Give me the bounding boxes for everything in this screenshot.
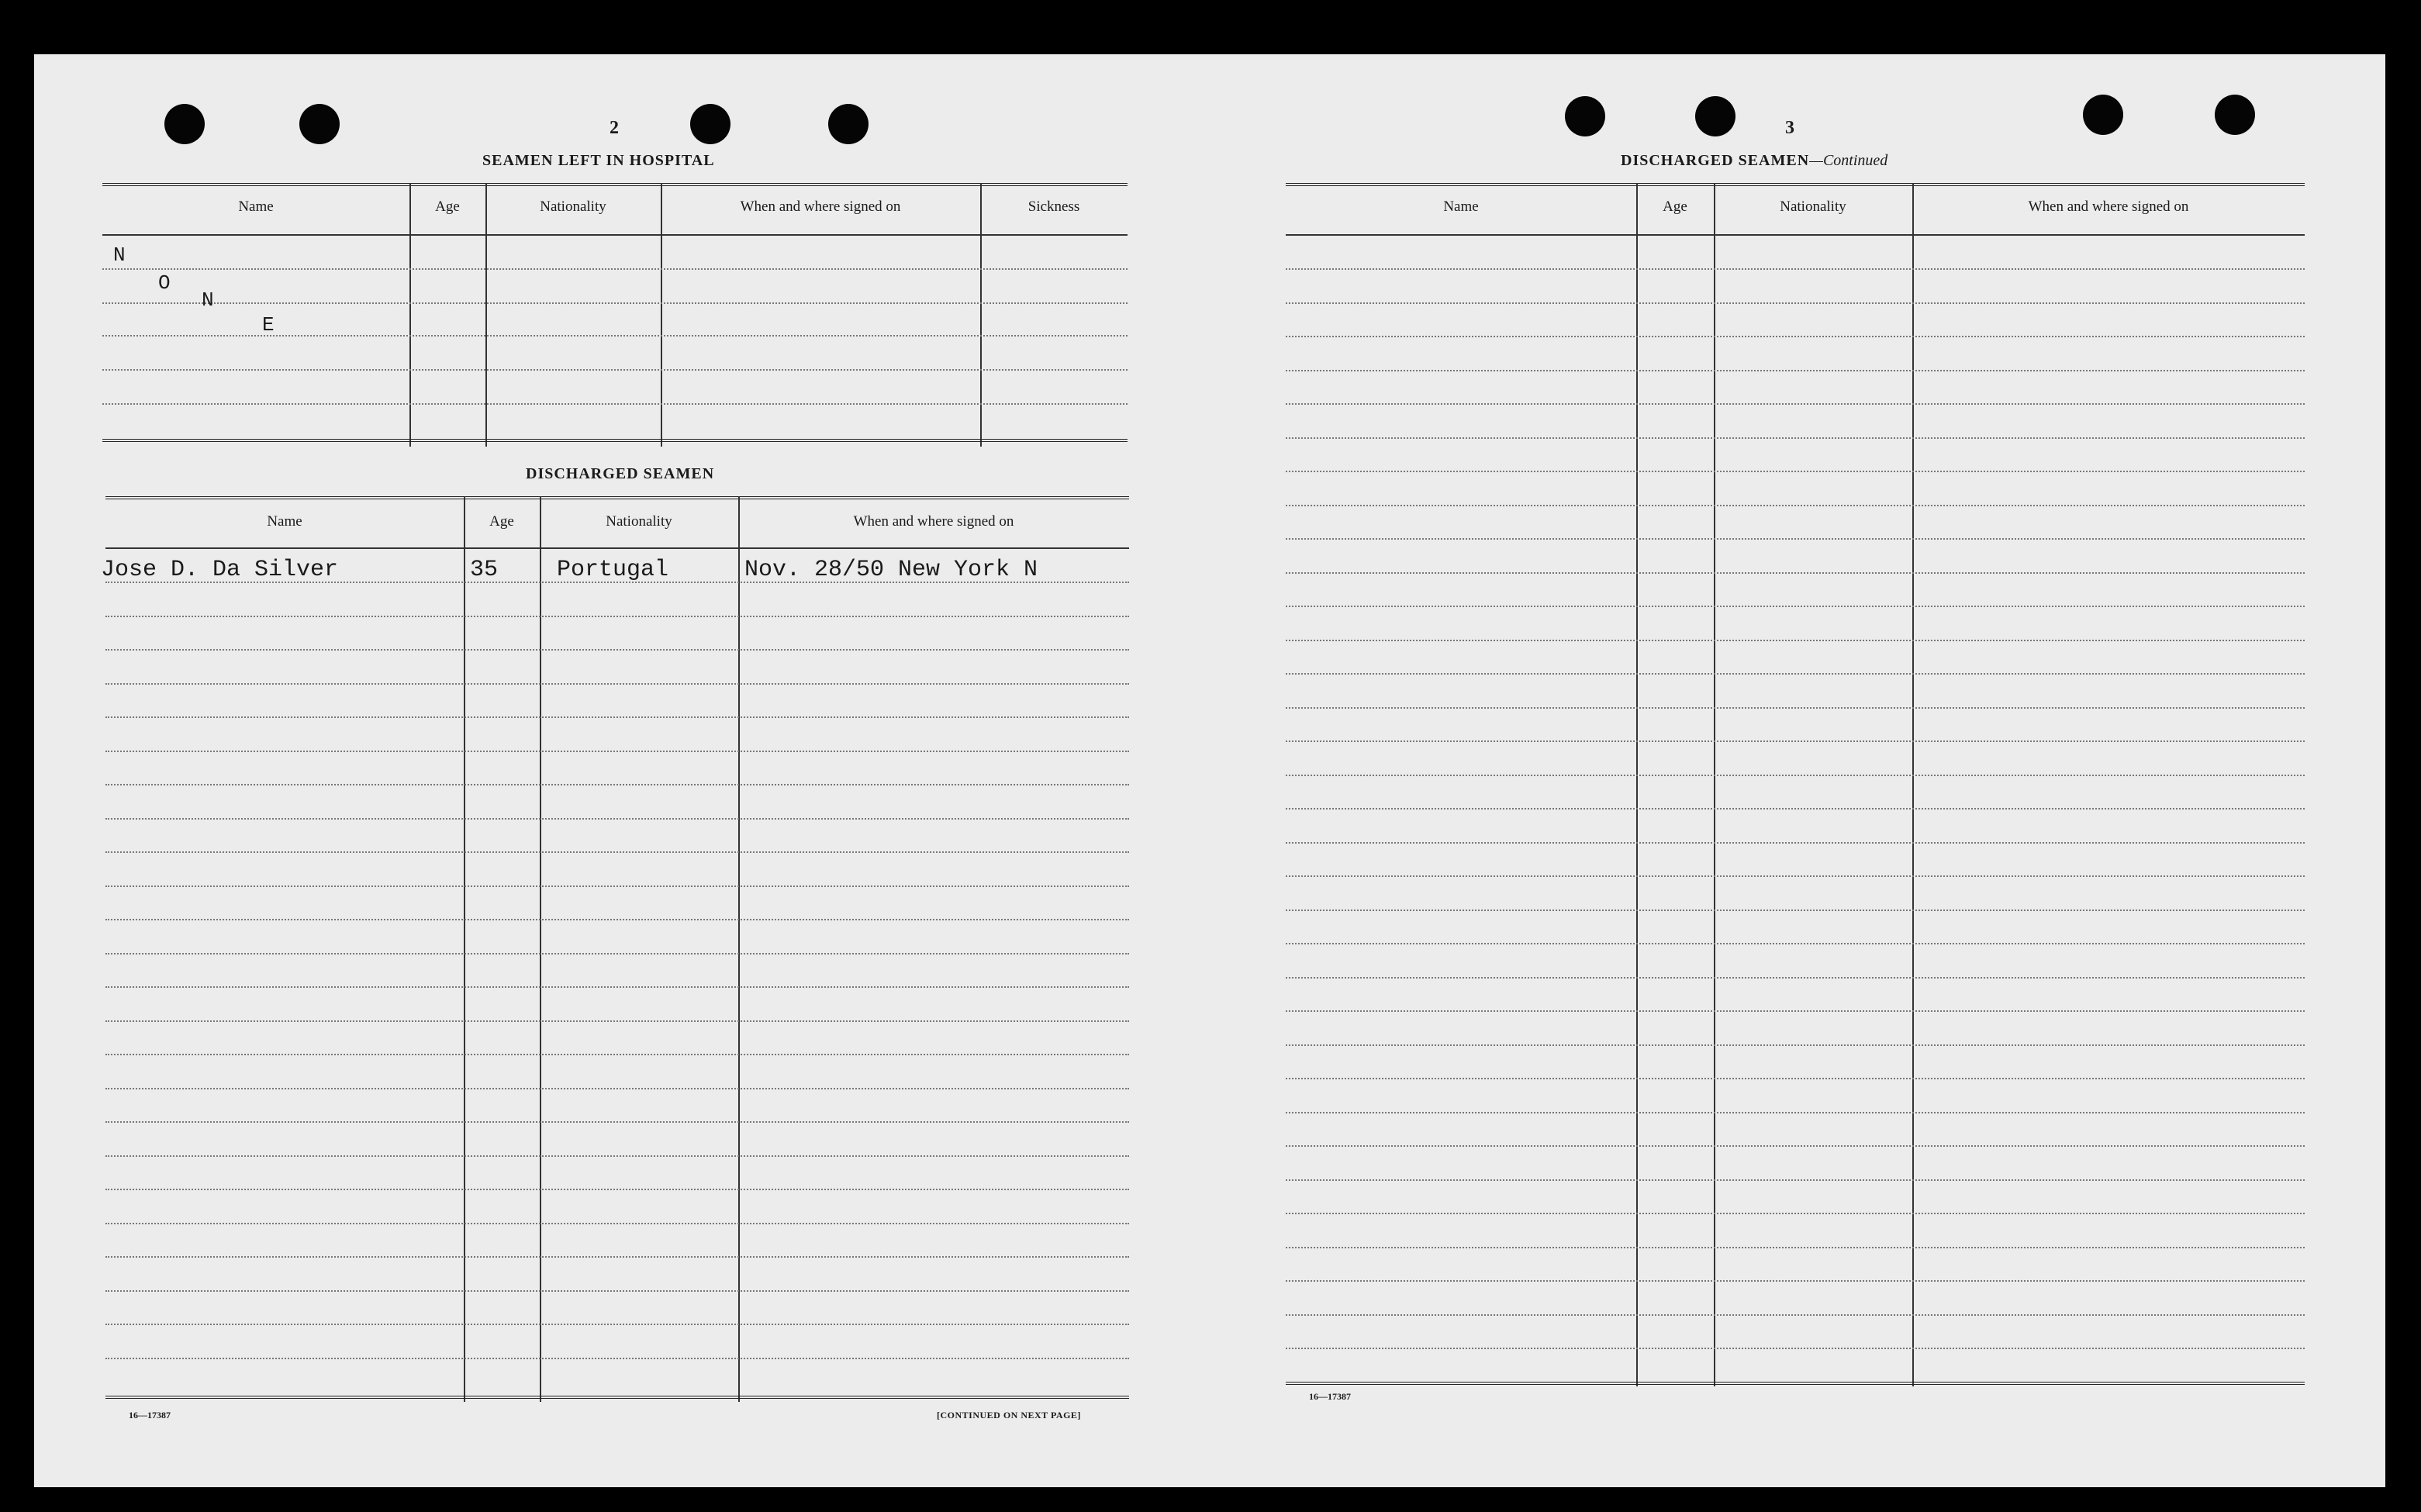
punch-hole [828, 104, 869, 144]
entry-nationality: Portugal [557, 557, 669, 583]
table-row [1286, 1078, 2305, 1079]
right-section-title [1621, 152, 1887, 170]
table-row [1286, 606, 2305, 607]
table-row [1286, 910, 2305, 911]
table-row [105, 1189, 1129, 1190]
table-row [105, 919, 1129, 920]
punch-hole [164, 104, 205, 144]
table-row [105, 1020, 1129, 1022]
table-row [105, 818, 1129, 820]
form-number-right: 16—17387 [1309, 1391, 1351, 1402]
table-row [1286, 808, 2305, 810]
table-row [1286, 875, 2305, 877]
table-row [1286, 302, 2305, 304]
table-row [105, 1054, 1129, 1055]
entry-age: 35 [470, 557, 499, 583]
discharged-table-right [1286, 183, 2305, 1386]
hospital-header-age: Age [435, 198, 460, 215]
table-row [105, 1155, 1129, 1157]
table-row [102, 369, 1128, 371]
discharged-section-title: DISCHARGED SEAMEN [526, 465, 715, 482]
table-row [105, 1256, 1129, 1258]
none-letter: O [158, 271, 171, 295]
entry-signed-on: Nov. 28/50 New York N [744, 557, 1038, 583]
table-row [1286, 370, 2305, 371]
table-row [105, 683, 1129, 685]
table-row [105, 716, 1129, 718]
table-row [1286, 336, 2305, 337]
table-row [105, 1358, 1129, 1359]
table-row [1286, 1348, 2305, 1349]
hospital-table [102, 183, 1128, 447]
punch-hole [299, 104, 340, 144]
table-row [105, 1121, 1129, 1123]
table-row [1286, 572, 2305, 574]
table-row [102, 335, 1128, 337]
right-header-name: Name [1443, 198, 1479, 215]
table-row [1286, 1179, 2305, 1181]
table-row [105, 851, 1129, 853]
table-row [1286, 1112, 2305, 1113]
table-row [1286, 1247, 2305, 1248]
table-row [105, 953, 1129, 954]
table-row [1286, 538, 2305, 540]
hospital-header-nationality: Nationality [540, 198, 606, 215]
table-row [102, 403, 1128, 405]
table-row [1286, 640, 2305, 641]
hospital-header-signed-on: When and where signed on [740, 198, 901, 215]
table-row [1286, 505, 2305, 506]
table-row [105, 1088, 1129, 1089]
table-row [105, 885, 1129, 887]
table-row [1286, 707, 2305, 709]
right-header-age: Age [1663, 198, 1687, 215]
table-row [1286, 437, 2305, 439]
page-number-left: 2 [610, 118, 619, 138]
table-row [105, 751, 1129, 752]
table-row [105, 649, 1129, 651]
none-letter: E [262, 313, 275, 337]
continued-note: [CONTINUED ON NEXT PAGE] [937, 1410, 1081, 1421]
table-row [105, 986, 1129, 988]
table-row [1286, 740, 2305, 742]
hospital-section-title: SEAMEN LEFT IN HOSPITAL [482, 152, 715, 169]
none-letter: N [202, 288, 214, 312]
discharged-header-age: Age [489, 513, 514, 530]
table-row [1286, 1213, 2305, 1214]
table-row [1286, 673, 2305, 675]
table-row [1286, 1010, 2305, 1012]
form-number-left: 16—17387 [129, 1410, 171, 1421]
punch-hole [1695, 96, 1735, 136]
none-letter: N [113, 243, 126, 267]
table-row [1286, 943, 2305, 944]
hospital-header-sickness: Sickness [1027, 198, 1080, 215]
table-row [102, 268, 1128, 270]
table-row [1286, 977, 2305, 979]
entry-name: Jose D. Da Silver [101, 557, 339, 583]
discharged-header-name: Name [267, 513, 302, 530]
table-row [102, 302, 1128, 304]
punch-hole [690, 104, 730, 144]
table-row [105, 1324, 1129, 1325]
right-title-main: DISCHARGED SEAMEN [1621, 152, 1810, 169]
punch-hole [1565, 96, 1605, 136]
table-row [1286, 1280, 2305, 1282]
punch-hole [2083, 95, 2123, 135]
table-row [1286, 403, 2305, 405]
discharged-table-left [101, 496, 1129, 1402]
discharged-header-nationality: Nationality [606, 513, 672, 530]
table-row [105, 616, 1129, 617]
table-row [1286, 1044, 2305, 1046]
table-row [1286, 1314, 2305, 1316]
table-row [1286, 268, 2305, 270]
table-row [1286, 1145, 2305, 1147]
table-row [105, 1223, 1129, 1224]
right-header-nationality: Nationality [1780, 198, 1846, 215]
table-row [105, 582, 1129, 583]
right-title-suffix: —Continued [1809, 152, 1888, 169]
discharged-header-signed-on: When and where signed on [853, 513, 1014, 530]
page-number-right: 3 [1785, 118, 1794, 138]
table-row [1286, 471, 2305, 472]
table-row [1286, 775, 2305, 776]
table-row [1286, 842, 2305, 844]
table-row [105, 784, 1129, 785]
right-header-signed-on: When and where signed on [2028, 198, 2189, 215]
punch-hole [2215, 95, 2255, 135]
hospital-header-name: Name [238, 198, 274, 215]
table-row [105, 1290, 1129, 1292]
